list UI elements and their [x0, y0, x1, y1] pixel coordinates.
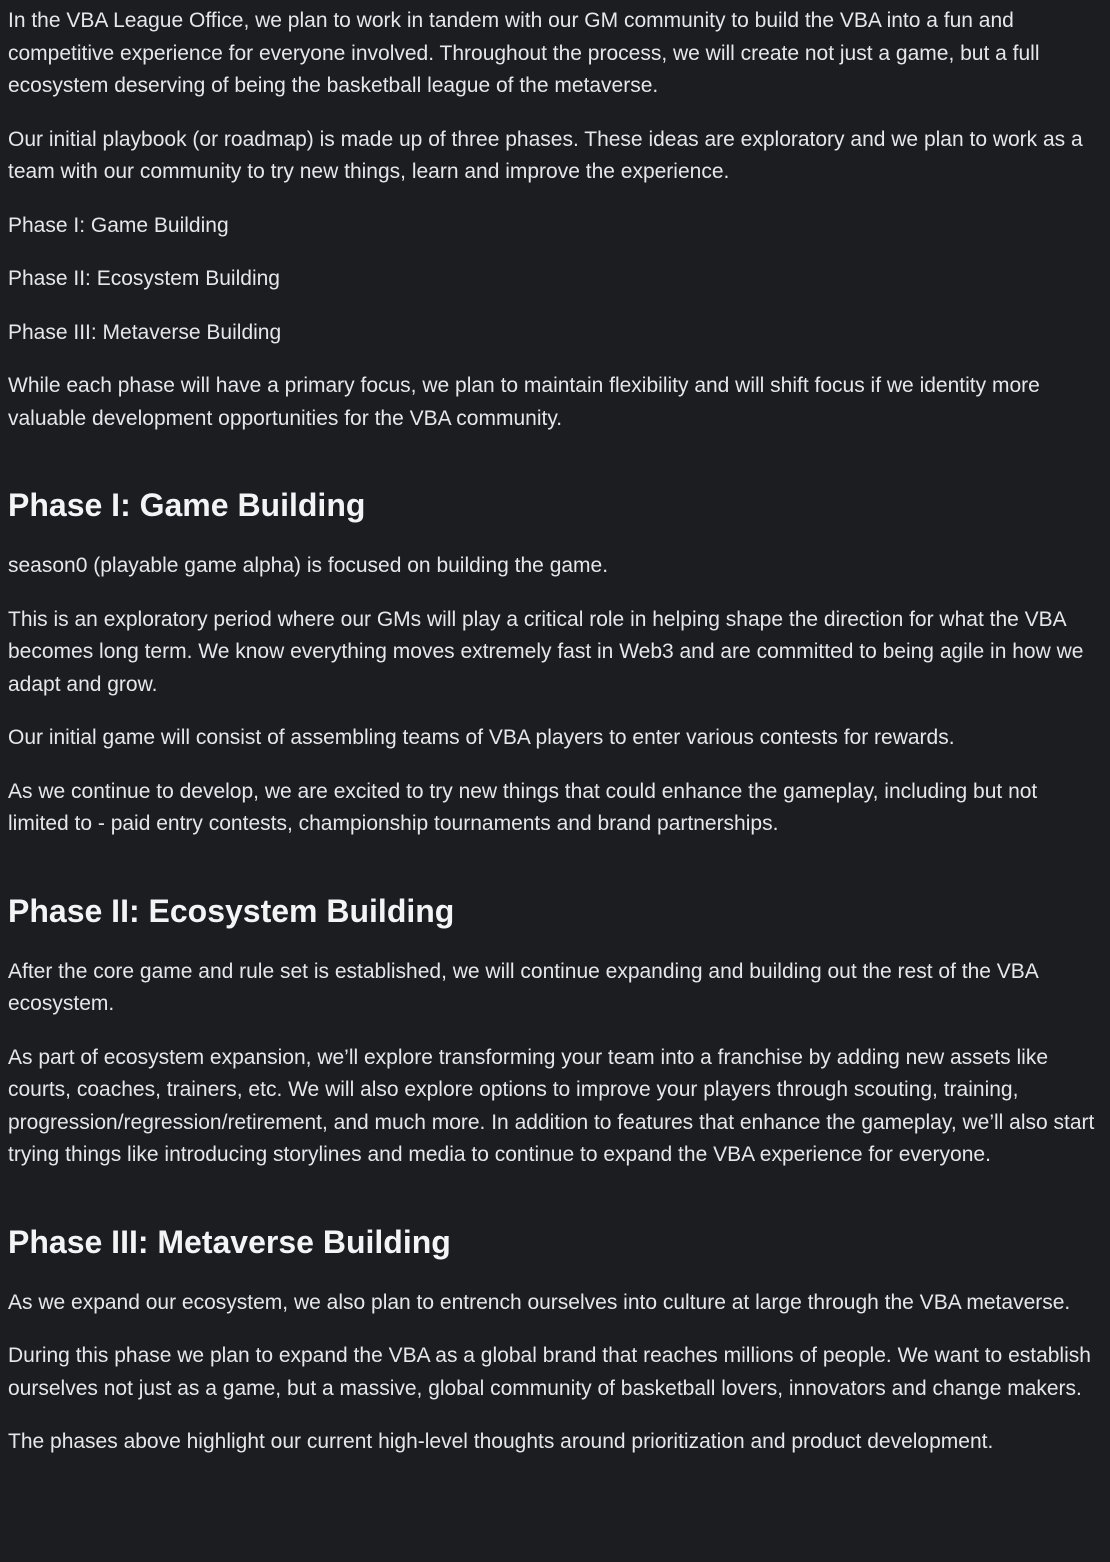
phase-list-item: Phase I: Game Building: [8, 213, 229, 237]
phase-1-paragraph: Our initial game will consist of assembling teams of VBA players to enter various contests for rewards.: [8, 726, 955, 749]
phase-2-paragraph: After the core game and rule set is established, we will continue expanding and building out the rest of the VBA ecosystem.: [8, 959, 1038, 1015]
phase-3-section: [8, 1222, 1102, 1459]
phase-1-heading: Phase I: Game Building: [8, 487, 366, 523]
phase-3-paragraph: As we expand our ecosystem, we also plan to entrench ourselves into culture at large through the VBA metaverse.: [8, 1290, 1071, 1314]
phase-3-paragraph: The phases above highlight our current high-level thoughts around prioritization and product development.: [8, 1430, 994, 1453]
intro-paragraph: While each phase will have a primary focus, we plan to maintain flexibility and will shift focus if we identity more valuable development opportunities for the VBA community.: [8, 374, 1040, 430]
phase-1-paragraph: As we continue to develop, we are excited to try new things that could enhance the gameplay, including but not limited to - paid entry contests, championship tournaments and brand partnerships.: [8, 779, 1038, 835]
phase-2-paragraph: As part of ecosystem expansion, we’ll explore transforming your team into a franchise by adding new assets like courts, coaches, trainers, etc. We will also explore options to improve your players through scouting, training, progression/regression/retirement, and much more. In addition to features that enhance the gameplay, we’ll also start trying things like introducing storylines and media to continue to expand the VBA experience for everyone.: [8, 1045, 1095, 1166]
phase-1-paragraph: This is an exploratory period where our GMs will play a critical role in helping shape the direction for what the VBA becomes long term. We know everything moves extremely fast in Web3 and are committed to being agile in how we adapt and grow.: [8, 607, 1084, 696]
phase-list-item: Phase III: Metaverse Building: [8, 320, 282, 344]
intro-paragraph: In the VBA League Office, we plan to work in tandem with our GM community to build the VBA into a fun and competitive experience for everyone involved. Throughout the process, we will create not just a game, but a full ecosystem deserving of being the basketball league of the metaverse.: [8, 9, 1040, 97]
phase-list-item: Phase II: Ecosystem Building: [8, 267, 280, 290]
phase-1-paragraph: season0 (playable game alpha) is focused on building the game.: [8, 554, 609, 577]
phase-2-section: [8, 891, 1102, 1172]
phase-3-paragraph: During this phase we plan to expand the VBA as a global brand that reaches millions of people. We want to establish ourselves not just as a game, but a massive, global community of basketball lovers, innovators and change makers.: [8, 1344, 1091, 1400]
intro-paragraph: Our initial playbook (or roadmap) is made up of three phases. These ideas are exploratory and we plan to work as a team with our community to try new things, learn and improve the experience.: [8, 127, 1083, 183]
intro-section: [8, 5, 1102, 435]
phase-2-heading: Phase II: Ecosystem Building: [8, 892, 455, 929]
phase-1-section: [8, 485, 1102, 841]
phase-3-heading: Phase III: Metaverse Building: [8, 1223, 451, 1260]
